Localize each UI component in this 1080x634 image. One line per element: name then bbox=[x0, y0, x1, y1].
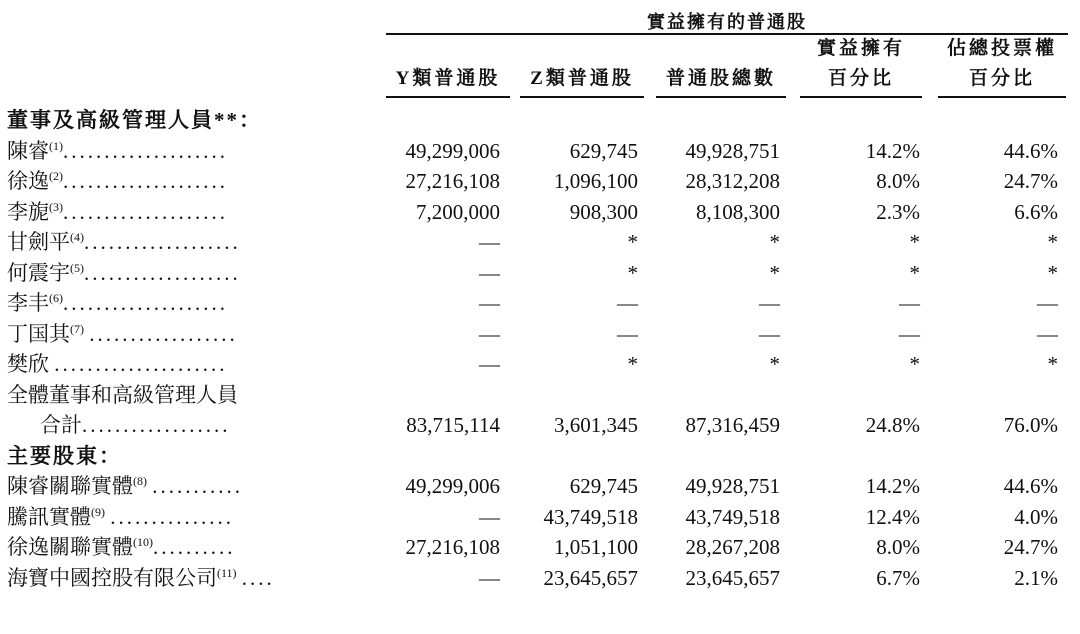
cell-class-y: — bbox=[479, 230, 500, 254]
leader-dots: .................... bbox=[63, 138, 228, 163]
cell-class-y: — bbox=[479, 260, 500, 285]
total-label bbox=[40, 410, 377, 441]
row-label bbox=[7, 502, 377, 533]
footnote-ref: (6) bbox=[49, 291, 63, 305]
holder-name: 騰訊實體 bbox=[7, 504, 91, 529]
cell-voting-pct: 6.6% bbox=[1014, 199, 1058, 224]
cell-class-z: 629,745 bbox=[569, 138, 638, 163]
footnote-ref: (11) bbox=[217, 565, 237, 580]
footnote-ref: (2) bbox=[49, 169, 63, 183]
leader-dots: .................... bbox=[63, 199, 228, 224]
cell-ownership-pct: 14.2% bbox=[865, 474, 920, 498]
cell-class-z: 1,096,100 bbox=[554, 169, 638, 193]
holder-name: 陳睿 bbox=[7, 138, 49, 163]
table-row bbox=[0, 258, 1080, 289]
cell-class-z: 1,051,100 bbox=[554, 535, 638, 559]
cell-ownership-pct: 8.0% bbox=[876, 169, 920, 193]
cell-class-z: 43,749,518 bbox=[543, 504, 638, 529]
table-row bbox=[0, 288, 1080, 319]
total-label-line1: 全體董事和高級管理人員 bbox=[7, 382, 238, 407]
col-header-ownership-pct-line2: 百分比 bbox=[827, 68, 894, 89]
cell-voting-pct: * bbox=[1047, 352, 1058, 376]
total-label-line2: 合計 bbox=[40, 413, 82, 437]
col-header-total-shares-text: 普通股總數 bbox=[665, 68, 776, 89]
table-row bbox=[0, 227, 1080, 258]
cell-voting-pct: 4.0% bbox=[1014, 504, 1058, 529]
footnote-ref: (1) bbox=[49, 138, 63, 153]
cell-ownership-pct: — bbox=[899, 291, 920, 315]
table-body bbox=[0, 105, 1080, 593]
cell-ownership-pct: 8.0% bbox=[876, 535, 920, 559]
cell-class-z: * bbox=[627, 260, 638, 285]
total-voting-pct: 76.0% bbox=[1003, 413, 1058, 437]
cell-class-y: 27,216,108 bbox=[405, 535, 500, 559]
cell-class-z: * bbox=[627, 352, 638, 376]
section-heading-row bbox=[0, 441, 1080, 472]
footnote-ref: (4) bbox=[70, 230, 84, 244]
total-ownership-pct: 24.8% bbox=[865, 413, 920, 437]
cell-voting-pct: * bbox=[1047, 230, 1058, 254]
cell-class-y: — bbox=[479, 291, 500, 315]
section-heading-shareholders: 主要股東： bbox=[7, 443, 122, 468]
row-label bbox=[7, 532, 377, 563]
leader-dots: ................... bbox=[84, 230, 241, 254]
cell-total-shares: 28,267,208 bbox=[685, 535, 780, 559]
table-row bbox=[0, 197, 1080, 228]
cell-class-y: 27,216,108 bbox=[405, 169, 500, 193]
cell-ownership-pct: * bbox=[909, 352, 920, 376]
leader-dots: ..................... bbox=[54, 352, 228, 376]
leader-dots: .... bbox=[241, 565, 275, 590]
cell-voting-pct: — bbox=[1037, 291, 1058, 315]
col-header-class-z-text: Z類普通股 bbox=[530, 68, 634, 89]
footnote-ref: (10) bbox=[133, 535, 153, 549]
cell-voting-pct: 44.6% bbox=[1003, 138, 1058, 163]
cell-ownership-pct: * bbox=[909, 260, 920, 285]
cell-class-z: — bbox=[617, 291, 638, 315]
cell-class-y: — bbox=[479, 321, 500, 346]
row-label bbox=[7, 471, 377, 502]
cell-class-y: 49,299,006 bbox=[405, 474, 500, 498]
leader-dots: .......... bbox=[153, 535, 236, 559]
cell-voting-pct: * bbox=[1047, 260, 1058, 285]
cell-ownership-pct: 12.4% bbox=[865, 504, 920, 529]
leader-dots: ................... bbox=[84, 260, 241, 285]
cell-total-shares: — bbox=[759, 321, 780, 346]
row-label bbox=[7, 136, 377, 167]
cell-ownership-pct: — bbox=[899, 321, 920, 346]
holder-name: 李丰 bbox=[7, 291, 49, 315]
col-header-total-shares bbox=[656, 42, 786, 98]
footnote-ref: (7) bbox=[70, 321, 84, 336]
holder-name: 丁国其 bbox=[7, 321, 70, 346]
total-row-caption bbox=[0, 380, 1080, 411]
table-row bbox=[0, 136, 1080, 167]
section-heading-directors: 董事及高級管理人員**： bbox=[7, 108, 262, 132]
total-total-shares: 87,316,459 bbox=[685, 413, 780, 437]
cell-voting-pct: 24.7% bbox=[1003, 169, 1058, 193]
cell-class-y: 7,200,000 bbox=[416, 199, 500, 224]
holder-name: 徐逸關聯實體 bbox=[7, 535, 133, 559]
table-row bbox=[0, 166, 1080, 197]
footnote-ref: (9) bbox=[91, 504, 105, 519]
col-header-voting-pct-line1: 佔總投票權 bbox=[946, 38, 1057, 59]
cell-total-shares: — bbox=[759, 291, 780, 315]
cell-total-shares: 8,108,300 bbox=[696, 199, 780, 224]
row-label bbox=[7, 288, 377, 319]
cell-class-y: — bbox=[479, 352, 500, 376]
cell-total-shares: * bbox=[769, 230, 780, 254]
holder-name: 李旎 bbox=[7, 199, 49, 224]
table-row bbox=[0, 532, 1080, 563]
leader-dots: .................... bbox=[63, 291, 228, 315]
cell-class-z: 908,300 bbox=[569, 199, 638, 224]
col-header-ownership-pct bbox=[800, 38, 922, 98]
row-label bbox=[7, 258, 377, 289]
cell-class-y: — bbox=[479, 565, 500, 590]
total-row bbox=[0, 410, 1080, 441]
row-label bbox=[7, 319, 377, 350]
leader-dots: ............... bbox=[110, 504, 234, 529]
leader-dots: .................. bbox=[82, 413, 231, 437]
col-header-ownership-pct-line1: 實益擁有 bbox=[816, 38, 905, 59]
leader-dots: .................... bbox=[63, 169, 228, 193]
row-label bbox=[7, 197, 377, 228]
cell-total-shares: 49,928,751 bbox=[685, 474, 780, 498]
cell-voting-pct: — bbox=[1037, 321, 1058, 346]
group-title: 實益擁有的普通股 bbox=[647, 12, 807, 32]
table-row bbox=[0, 471, 1080, 502]
holder-name: 陳睿關聯實體 bbox=[7, 474, 133, 498]
cell-class-y: — bbox=[479, 504, 500, 529]
section-heading-row bbox=[0, 105, 1080, 136]
row-label bbox=[7, 166, 377, 197]
cell-voting-pct: 24.7% bbox=[1003, 535, 1058, 559]
footnote-ref: (5) bbox=[70, 260, 84, 275]
col-header-class-y-text: Y類普通股 bbox=[395, 68, 501, 89]
cell-ownership-pct: * bbox=[909, 230, 920, 254]
leader-dots: .................. bbox=[89, 321, 238, 346]
cell-class-y: 49,299,006 bbox=[405, 138, 500, 163]
table-row bbox=[0, 502, 1080, 533]
table-row bbox=[0, 563, 1080, 594]
col-header-voting-pct bbox=[938, 38, 1066, 98]
row-label bbox=[7, 227, 377, 258]
cell-class-z: 23,645,657 bbox=[543, 565, 638, 590]
leader-dots: ........... bbox=[152, 474, 243, 498]
cell-ownership-pct: 6.7% bbox=[876, 565, 920, 590]
cell-voting-pct: 2.1% bbox=[1014, 565, 1058, 590]
row-label bbox=[7, 349, 377, 380]
holder-name: 樊欣 bbox=[7, 352, 49, 376]
cell-ownership-pct: 14.2% bbox=[865, 138, 920, 163]
footnote-ref: (8) bbox=[133, 474, 147, 488]
holder-name: 何震宇 bbox=[7, 260, 70, 285]
cell-class-z: 629,745 bbox=[569, 474, 638, 498]
holder-name: 徐逸 bbox=[7, 169, 49, 193]
cell-total-shares: * bbox=[769, 352, 780, 376]
cell-total-shares: 49,928,751 bbox=[685, 138, 780, 163]
holder-name: 甘劍平 bbox=[7, 230, 70, 254]
watermark-overlay bbox=[2, 598, 152, 632]
total-class-z: 3,601,345 bbox=[554, 413, 638, 437]
cell-voting-pct: 44.6% bbox=[1003, 474, 1058, 498]
cell-class-z: * bbox=[627, 230, 638, 254]
footnote-ref: (3) bbox=[49, 199, 63, 214]
row-label bbox=[7, 563, 377, 594]
holder-name: 海寶中國控股有限公司 bbox=[7, 565, 217, 590]
cell-class-z: — bbox=[617, 321, 638, 346]
table-row bbox=[0, 349, 1080, 380]
cell-total-shares: 43,749,518 bbox=[685, 504, 780, 529]
total-class-y: 83,715,114 bbox=[406, 413, 500, 437]
col-header-voting-pct-line2: 百分比 bbox=[968, 68, 1035, 89]
cell-total-shares: * bbox=[769, 260, 780, 285]
table-row bbox=[0, 319, 1080, 350]
cell-total-shares: 28,312,208 bbox=[685, 169, 780, 193]
col-header-class-y bbox=[386, 42, 510, 98]
cell-total-shares: 23,645,657 bbox=[685, 565, 780, 590]
col-header-class-z bbox=[520, 42, 644, 98]
cell-ownership-pct: 2.3% bbox=[876, 199, 920, 224]
